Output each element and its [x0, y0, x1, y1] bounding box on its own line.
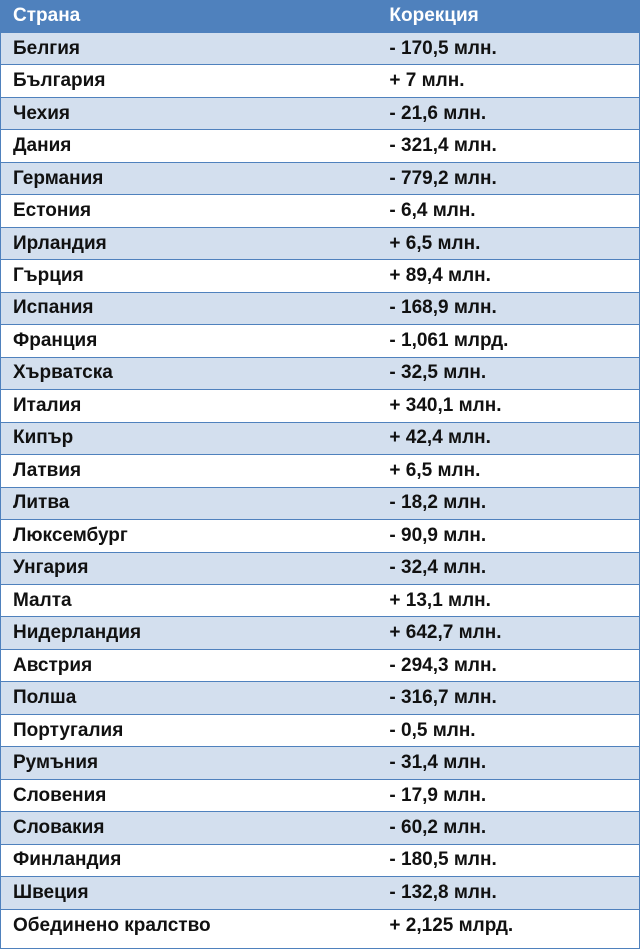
correction-cell: + 13,1 млн. [389, 589, 491, 611]
correction-cell: + 340,1 млн. [389, 394, 502, 416]
table-header-row [1, 0, 639, 32]
correction-cell: - 90,9 млн. [389, 524, 487, 546]
correction-cell: - 31,4 млн. [389, 752, 487, 774]
correction-cell: + 7 млн. [389, 70, 465, 92]
country-cell: Унгария [13, 557, 89, 579]
correction-cell: - 170,5 млн. [389, 37, 497, 59]
correction-cell: - 0,5 млн. [389, 719, 476, 741]
correction-cell: + 6,5 млн. [389, 459, 481, 481]
table-row [1, 909, 639, 943]
country-cell: Малта [13, 589, 72, 611]
correction-cell: - 316,7 млн. [389, 687, 497, 709]
country-cell: Естония [13, 200, 92, 222]
table-row [1, 259, 639, 291]
country-cell: Швеция [13, 881, 89, 903]
country-cell: Белгия [13, 37, 80, 59]
country-cell: Португалия [13, 719, 124, 741]
correction-cell: - 60,2 млн. [389, 816, 487, 838]
country-cell: Словения [13, 784, 107, 806]
table-row [1, 162, 639, 194]
country-cell: Люксембург [13, 524, 128, 546]
table-row [1, 876, 639, 908]
correction-cell: - 6,4 млн. [389, 200, 476, 222]
table-row [1, 129, 639, 161]
correction-cell: - 17,9 млн. [389, 784, 487, 806]
correction-cell: - 180,5 млн. [389, 849, 497, 871]
correction-cell: + 89,4 млн. [389, 265, 491, 287]
table-row [1, 227, 639, 259]
correction-cell: - 168,9 млн. [389, 297, 497, 319]
country-cell: България [13, 70, 106, 92]
table-row [1, 97, 639, 129]
table-row [1, 649, 639, 681]
country-cell: Румъния [13, 752, 99, 774]
country-cell: Финландия [13, 849, 122, 871]
country-cell: Дания [13, 135, 72, 157]
correction-cell: - 18,2 млн. [389, 492, 487, 514]
header-country: Страна [13, 5, 81, 26]
country-cell: Полша [13, 687, 77, 709]
table-row [1, 389, 639, 421]
table-row [1, 292, 639, 324]
table-row [1, 454, 639, 486]
correction-cell: + 642,7 млн. [389, 622, 502, 644]
country-cell: Италия [13, 394, 82, 416]
country-cell: Латвия [13, 459, 82, 481]
correction-cell: + 6,5 млн. [389, 232, 481, 254]
country-cell: Испания [13, 297, 94, 319]
table-row [1, 552, 639, 584]
correction-cell: - 132,8 млн. [389, 881, 497, 903]
table-row [1, 357, 639, 389]
table-row [1, 616, 639, 648]
country-cell: Словакия [13, 816, 105, 838]
country-cell: Франция [13, 329, 98, 351]
country-cell: Кипър [13, 427, 74, 449]
table-row [1, 584, 639, 616]
correction-cell: - 321,4 млн. [389, 135, 497, 157]
table-row [1, 681, 639, 713]
table-row [1, 714, 639, 746]
correction-cell: - 294,3 млн. [389, 654, 497, 676]
country-cell: Хърватска [13, 362, 113, 384]
table-row [1, 844, 639, 876]
country-cell: Ирландия [13, 232, 107, 254]
country-cell: Обединено кралство [13, 915, 211, 937]
table-row [1, 746, 639, 778]
table-row [1, 811, 639, 843]
table-row [1, 487, 639, 519]
country-cell: Нидерландия [13, 622, 142, 644]
correction-cell: - 779,2 млн. [389, 167, 497, 189]
table-row [1, 422, 639, 454]
table-row [1, 194, 639, 226]
table-row [1, 324, 639, 356]
country-cell: Германия [13, 167, 104, 189]
correction-cell: - 32,4 млн. [389, 557, 487, 579]
correction-cell: - 1,061 млрд. [389, 329, 509, 351]
table-row [1, 779, 639, 811]
correction-cell: - 32,5 млн. [389, 362, 487, 384]
header-correction: Корекция [389, 5, 479, 26]
correction-cell: + 42,4 млн. [389, 427, 491, 449]
table-row [1, 32, 639, 64]
table-row [1, 519, 639, 551]
correction-cell: + 2,125 млрд. [389, 915, 514, 937]
country-cell: Литва [13, 492, 70, 514]
country-cell: Гърция [13, 265, 84, 287]
country-cell: Чехия [13, 102, 70, 124]
table-row [1, 64, 639, 96]
correction-cell: - 21,6 млн. [389, 102, 487, 124]
country-cell: Австрия [13, 654, 93, 676]
